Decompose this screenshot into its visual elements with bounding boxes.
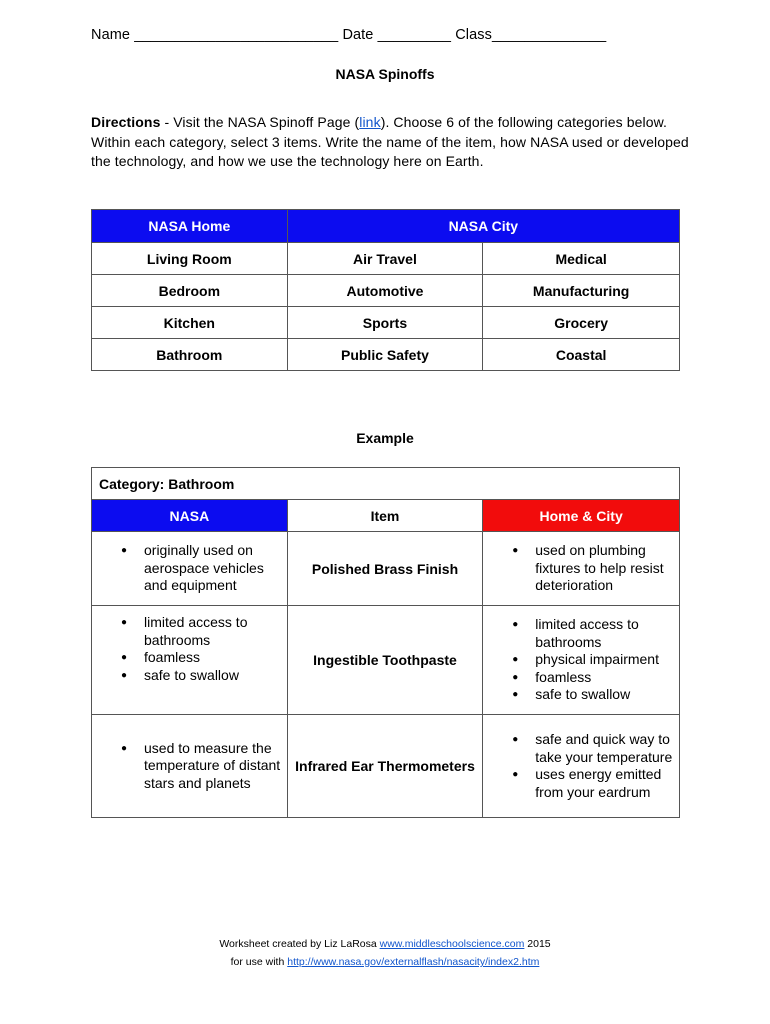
directions-paragraph — [91, 113, 691, 172]
nasa-use-cell — [92, 532, 288, 606]
example-header-row — [92, 500, 680, 532]
earth-use-cell — [483, 532, 680, 606]
nasa-city-header: NASA City — [287, 210, 679, 243]
category-cell: Kitchen — [92, 307, 288, 339]
nasa-column-header: NASA — [92, 500, 288, 532]
directions-text-before: - Visit the NASA Spinoff Page ( — [160, 114, 360, 130]
category-cell: Living Room — [92, 243, 288, 275]
category-cell: Grocery — [483, 307, 680, 339]
category-cell: Public Safety — [287, 339, 483, 371]
item-name-cell: Infrared Ear Thermometers — [287, 715, 483, 818]
table-row — [92, 606, 680, 715]
footer-usage — [0, 956, 770, 968]
directions-label: Directions — [91, 114, 161, 130]
table-row — [92, 339, 680, 371]
student-info-line: Name _________________________ Date _________ Class______________ — [91, 27, 607, 43]
category-cell: Coastal — [483, 339, 680, 371]
nasa-city-link[interactable]: http://www.nasa.gov/externalflash/nasacity/index2.htm — [287, 956, 540, 968]
example-category-row — [92, 468, 680, 500]
earth-use-cell — [483, 715, 680, 818]
category-cell: Bedroom — [92, 275, 288, 307]
example-category-label: Category: Bathroom — [92, 468, 680, 500]
category-cell: Automotive — [287, 275, 483, 307]
item-name-cell: Ingestible Toothpaste — [287, 606, 483, 715]
nasa-home-header: NASA Home — [92, 210, 288, 243]
category-cell: Manufacturing — [483, 275, 680, 307]
categories-header-row — [92, 210, 680, 243]
category-cell: Air Travel — [287, 243, 483, 275]
footer-credit — [0, 938, 770, 950]
nasa-use-cell — [92, 715, 288, 818]
list-item: ● foamless — [92, 649, 281, 667]
list-item: ● physical impairment — [483, 651, 673, 669]
footer-year: 2015 — [524, 938, 551, 950]
list-item: ● safe to swallow — [92, 667, 281, 685]
list-item: ● originally used on aerospace vehicles and equipment — [92, 542, 281, 595]
table-row — [92, 243, 680, 275]
list-item: ● safe and quick way to take your temperature — [483, 731, 673, 766]
category-cell: Sports — [287, 307, 483, 339]
nasa-use-cell — [92, 606, 288, 715]
footer-credit-text: Worksheet created by Liz LaRosa — [219, 938, 380, 950]
list-item: ● foamless — [483, 669, 673, 687]
table-row — [92, 275, 680, 307]
footer-usage-text: for use with — [230, 956, 288, 968]
list-item: ● limited access to bathrooms — [92, 614, 281, 649]
list-item: ● used to measure the temperature of distant stars and planets — [92, 740, 281, 793]
example-heading: Example — [356, 430, 414, 446]
categories-table — [91, 209, 680, 371]
table-row — [92, 715, 680, 818]
list-item: ● uses energy emitted from your eardrum — [483, 766, 673, 801]
list-item: ● limited access to bathrooms — [483, 616, 673, 651]
table-row — [92, 307, 680, 339]
middleschoolscience-link[interactable]: www.middleschoolscience.com — [379, 938, 525, 950]
example-table — [91, 467, 680, 818]
directions-text-after: ). Choose 6 of the following categories below. Within each category, select 3 items. Write the name of the item, how NASA used or developed the technology, and how we use the technology here on Earth. — [91, 114, 689, 169]
category-cell: Bathroom — [92, 339, 288, 371]
table-row — [92, 532, 680, 606]
list-item: ● safe to swallow — [483, 686, 673, 704]
spinoff-page-link[interactable]: link — [359, 114, 381, 130]
item-name-cell: Polished Brass Finish — [287, 532, 483, 606]
category-cell: Medical — [483, 243, 680, 275]
list-item: ● used on plumbing fixtures to help resist deterioration — [483, 542, 673, 595]
home-city-column-header: Home & City — [483, 500, 680, 532]
page-title: NASA Spinoffs — [335, 66, 435, 82]
earth-use-cell — [483, 606, 680, 715]
item-column-header: Item — [287, 500, 483, 532]
